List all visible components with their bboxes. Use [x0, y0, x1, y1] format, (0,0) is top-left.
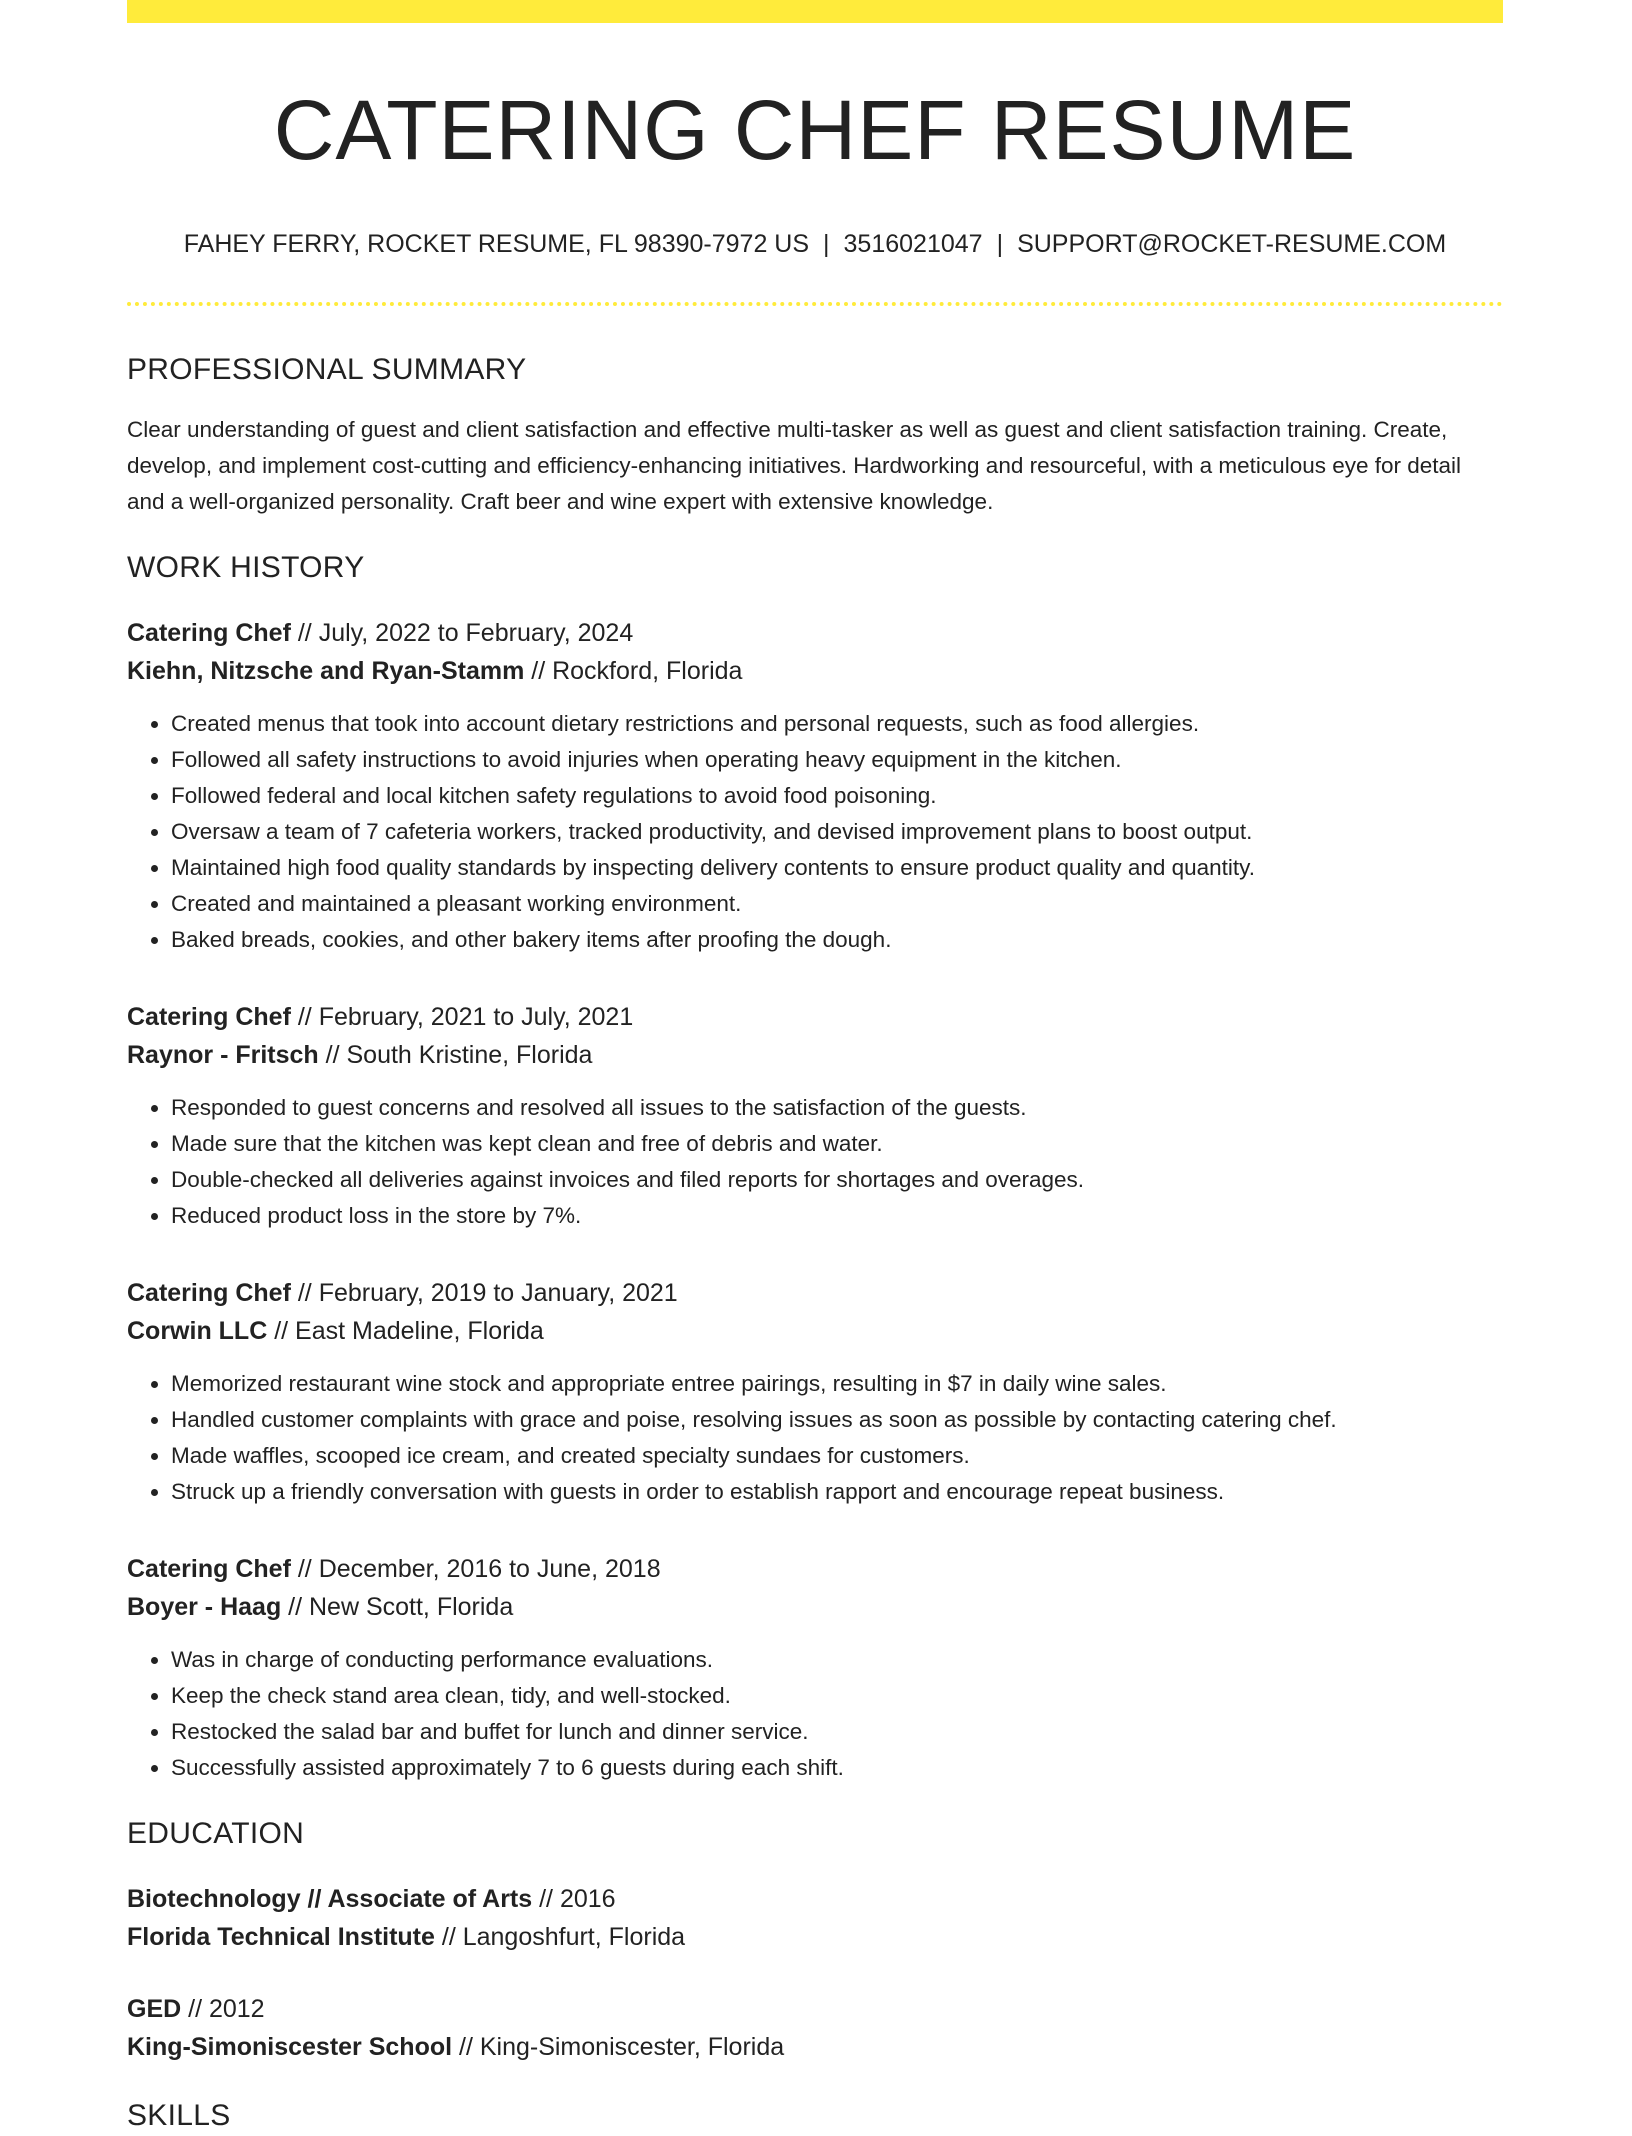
job-company-line: [127, 1312, 1503, 1350]
job-title: Catering Chef: [127, 619, 291, 647]
job-company-line: [127, 652, 1503, 690]
job-location: // South Kristine, Florida: [318, 1041, 593, 1069]
job-company-line: [127, 1036, 1503, 1074]
education-school: King-Simoniscester School: [127, 2033, 453, 2061]
job-title: Catering Chef: [127, 1279, 291, 1307]
education-degree: GED: [127, 1995, 182, 2023]
education-location: // King-Simoniscester, Florida: [452, 2033, 785, 2061]
job-bullet: • Handled customer complaints with grace and poise, resolving issues as soon as possible by contacting catering chef.: [171, 1402, 1503, 1438]
page-title: CATERING CHEF RESUME: [273, 83, 1357, 177]
job-location: // Rockford, Florida: [524, 657, 743, 685]
job-entry: [127, 614, 1503, 958]
contact-email: SUPPORT@ROCKET-RESUME.COM: [1017, 230, 1447, 258]
job-entry: [127, 1550, 1503, 1786]
job-bullet: • Successfully assisted approximately 7 to 6 guests during each shift.: [171, 1750, 1503, 1786]
work-history-list: [127, 614, 1503, 1786]
education-school-line: [127, 1918, 1503, 1956]
job-title-line: [127, 614, 1503, 652]
job-company: Boyer - Haag: [127, 1593, 282, 1621]
education-list: [127, 1880, 1503, 2066]
job-title: Catering Chef: [127, 1003, 291, 1031]
job-bullet: • Maintained high food quality standards by inspecting delivery contents to ensure product quality and quantity.: [171, 850, 1503, 886]
dotted-divider: [127, 302, 1503, 306]
job-bullet: • Made waffles, scooped ice cream, and created specialty sundaes for customers.: [171, 1438, 1503, 1474]
job-title-line: [127, 1550, 1503, 1588]
contact-line: [127, 228, 1503, 260]
education-location: // Langoshfurt, Florida: [434, 1923, 686, 1951]
education-heading: EDUCATION: [127, 1817, 305, 1850]
job-entry: [127, 998, 1503, 1234]
job-bullet: • Made sure that the kitchen was kept clean and free of debris and water.: [171, 1126, 1503, 1162]
education-school-line: [127, 2028, 1503, 2066]
education-entry: [127, 1880, 1503, 1956]
education-year: // 2012: [181, 1995, 265, 2023]
job-bullet: • Was in charge of conducting performance evaluations.: [171, 1642, 1503, 1678]
job-bullet: • Memorized restaurant wine stock and appropriate entree pairings, resulting in $7 in daily wine sales.: [171, 1366, 1503, 1402]
job-location: // East Madeline, Florida: [267, 1317, 544, 1345]
job-company: Raynor - Fritsch: [127, 1041, 319, 1069]
job-dates: // July, 2022 to February, 2024: [290, 619, 634, 647]
education-entry: [127, 1990, 1503, 2066]
job-bullet: • Keep the check stand area clean, tidy, and well-stocked.: [171, 1678, 1503, 1714]
job-bullet: • Created menus that took into account dietary restrictions and personal requests, such as food allergies.: [171, 706, 1503, 742]
job-bullet-list: [127, 1642, 1503, 1786]
summary-heading: PROFESSIONAL SUMMARY: [127, 353, 527, 386]
job-bullet: • Struck up a friendly conversation with guests in order to establish rapport and encourage repeat business.: [171, 1474, 1503, 1510]
resume-content: [127, 0, 1503, 2136]
job-bullet: • Followed all safety instructions to avoid injuries when operating heavy equipment in the kitchen.: [171, 742, 1503, 778]
job-bullet: • Oversaw a team of 7 cafeteria workers, tracked productivity, and devised improvement plans to boost output.: [171, 814, 1503, 850]
education-degree: Biotechnology // Associate of Arts: [127, 1885, 533, 1913]
education-degree-line: [127, 1990, 1503, 2028]
skills-heading: SKILLS: [127, 2099, 231, 2132]
job-bullet: • Double-checked all deliveries against invoices and filed reports for shortages and overages.: [171, 1162, 1503, 1198]
job-bullet: • Responded to guest concerns and resolved all issues to the satisfaction of the guests.: [171, 1090, 1503, 1126]
job-entry: [127, 1274, 1503, 1510]
job-title: Catering Chef: [127, 1555, 291, 1583]
job-bullet-list: [127, 706, 1503, 958]
job-bullet: • Restocked the salad bar and buffet for lunch and dinner service.: [171, 1714, 1503, 1750]
job-dates: // December, 2016 to June, 2018: [290, 1555, 661, 1583]
job-title-line: [127, 998, 1503, 1036]
contact-separator: |: [996, 230, 1004, 258]
contact-address: FAHEY FERRY, ROCKET RESUME, FL 98390-7972 US: [183, 230, 810, 258]
job-dates: // February, 2019 to January, 2021: [290, 1279, 678, 1307]
summary-text: Clear understanding of guest and client satisfaction and effective multi-tasker as well as guest and client satisfaction training. Create, develop, and implement cost-cutting and efficiency-enhancing initiatives. Hardworking and resourceful, with a meticulous eye for detail and a well-organized personality. Craft beer and wine expert with extensive knowledge.: [127, 417, 1462, 514]
job-bullet: • Baked breads, cookies, and other bakery items after proofing the dough.: [171, 922, 1503, 958]
contact-separator: |: [823, 230, 830, 258]
job-company: Kiehn, Nitzsche and Ryan-Stamm: [127, 657, 525, 685]
job-location: // New Scott, Florida: [281, 1593, 514, 1621]
job-company: Corwin LLC: [127, 1317, 268, 1345]
work-history-heading: WORK HISTORY: [127, 551, 365, 584]
education-school: Florida Technical Institute: [127, 1923, 435, 1951]
job-bullet-list: [127, 1090, 1503, 1234]
education-degree-line: [127, 1880, 1503, 1918]
job-bullet: • Followed federal and local kitchen safety regulations to avoid food poisoning.: [171, 778, 1503, 814]
education-year: // 2016: [532, 1885, 616, 1913]
contact-phone: 3516021047: [843, 230, 983, 258]
job-bullet: • Created and maintained a pleasant working environment.: [171, 886, 1503, 922]
job-company-line: [127, 1588, 1503, 1626]
job-dates: // February, 2021 to July, 2021: [290, 1003, 634, 1031]
job-bullet: • Reduced product loss in the store by 7%.: [171, 1198, 1503, 1234]
job-bullet-list: [127, 1366, 1503, 1510]
job-title-line: [127, 1274, 1503, 1312]
